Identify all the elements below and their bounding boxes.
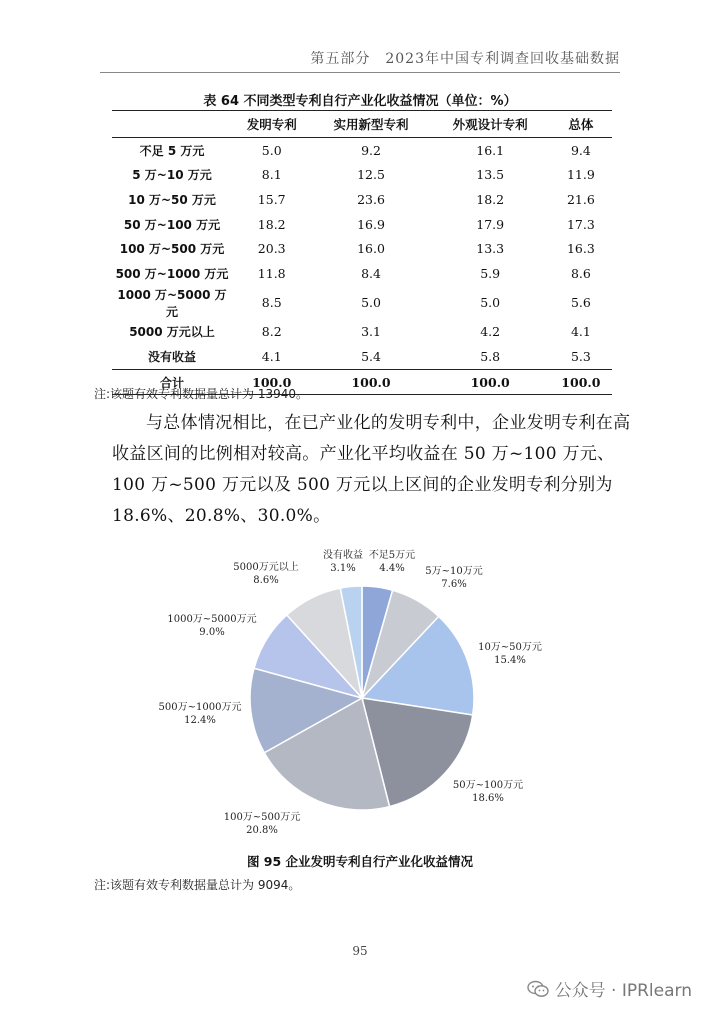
table-cell: 100.0 <box>431 369 550 395</box>
table-cell: 5.0 <box>261 142 282 158</box>
table-note: 注:该题有效专利数据量总计为 13940。 <box>94 387 309 401</box>
table-cell: 11.8 <box>257 265 286 281</box>
row-label: 合计 <box>112 369 232 395</box>
table-cell: 5.8 <box>480 348 501 364</box>
table-cell: 100.0 <box>550 369 612 395</box>
header-divider <box>100 72 620 73</box>
table-cell: 5.6 <box>570 295 591 311</box>
slice-value-label: 18.6% <box>472 793 504 804</box>
table-header-row <box>112 111 612 138</box>
table-cell: 5.9 <box>480 265 501 281</box>
table-cell: 4.1 <box>261 348 282 364</box>
table-cell: 20.3 <box>257 241 286 257</box>
row-label: 1000 万~5000 万元 <box>117 287 227 319</box>
running-header: 第五部分 2023年中国专利调查回收基础数据 <box>310 51 620 67</box>
chart-note: 注:该题有效专利数据量总计为 9094。 <box>94 878 301 892</box>
watermark <box>527 976 692 1001</box>
table-row <box>112 286 612 320</box>
table-cell: 18.2 <box>476 191 505 207</box>
table-cell: 13.3 <box>476 241 505 257</box>
figure-caption: 图 95 企业发明专利自行产业化收益情况 <box>246 854 474 869</box>
table-row <box>112 212 612 237</box>
pie-chart <box>150 540 570 840</box>
table-cell: 17.9 <box>476 216 505 232</box>
row-label: 没有收益 <box>147 349 196 364</box>
table-title: 表 64 不同类型专利自行产业化收益情况（单位：%） <box>203 94 517 109</box>
table-cell: 4.1 <box>570 324 591 340</box>
table-cell: 100.0 <box>311 369 430 395</box>
slice-name-label: 不足5万元 <box>368 550 416 561</box>
table-cell: 8.6 <box>570 265 591 281</box>
table-cell: 11.9 <box>566 167 595 183</box>
column-header: 外观设计专利 <box>431 111 550 138</box>
table-cell: 9.4 <box>570 142 591 158</box>
row-label: 50 万~100 万元 <box>123 217 221 232</box>
table-cell: 18.2 <box>257 216 286 232</box>
table-cell: 16.3 <box>566 241 595 257</box>
slice-value-label: 12.4% <box>184 715 216 726</box>
table-cell: 4.2 <box>480 324 501 340</box>
table-cell: 9.2 <box>361 142 381 158</box>
table-cell: 5.0 <box>361 295 381 311</box>
column-header: 总体 <box>550 111 612 138</box>
table-cell: 16.0 <box>357 241 385 257</box>
column-header: 实用新型专利 <box>311 111 430 138</box>
row-label: 10 万~50 万元 <box>128 192 216 207</box>
slice-name-label: 没有收益 <box>323 550 363 561</box>
slice-value-label: 4.4% <box>379 563 405 574</box>
table-row <box>112 138 612 163</box>
table-row <box>112 320 612 345</box>
table-cell: 8.4 <box>361 265 381 281</box>
row-label: 不足 5 万元 <box>139 143 205 158</box>
slice-value-label: 15.4% <box>494 655 526 666</box>
table-cell: 3.1 <box>361 324 381 340</box>
table-cell: 100.0 <box>232 369 311 395</box>
table-cell: 23.6 <box>357 191 385 207</box>
row-label: 5000 万元以上 <box>129 325 215 340</box>
table-row <box>112 344 612 369</box>
table-cell: 12.5 <box>357 167 385 183</box>
slice-value-label: 20.8% <box>246 825 278 836</box>
row-label: 500 万~1000 万元 <box>115 266 229 281</box>
table-cell: 15.7 <box>257 191 286 207</box>
watermark-text: 公众号 · IPRlearn <box>554 981 692 1001</box>
table-cell: 13.5 <box>476 167 505 183</box>
page-number: 95 <box>352 944 368 958</box>
table-cell: 21.6 <box>566 191 595 207</box>
table-cell: 16.1 <box>476 142 505 158</box>
table-cell: 5.4 <box>361 348 381 364</box>
wechat-icon <box>527 980 549 998</box>
slice-value-label: 9.0% <box>199 627 225 638</box>
table-row <box>112 236 612 261</box>
slice-value-label: 7.6% <box>441 579 467 590</box>
row-label: 5 万~10 万元 <box>132 168 212 183</box>
table-cell: 8.1 <box>261 167 282 183</box>
slice-name-label: 5000万元以上 <box>233 562 299 573</box>
data-table <box>112 110 612 395</box>
table-row <box>112 261 612 286</box>
slice-value-label: 8.6% <box>253 575 279 586</box>
slice-value-label: 3.1% <box>330 563 356 574</box>
slice-name-label: 100万~500万元 <box>223 812 301 823</box>
slice-name-label: 500万~1000万元 <box>158 702 242 713</box>
table-row <box>112 163 612 188</box>
table-cell: 8.2 <box>261 324 282 340</box>
slice-name-label: 10万~50万元 <box>478 642 542 653</box>
table-cell: 5.3 <box>570 348 591 364</box>
column-header <box>112 111 232 138</box>
table-cell: 8.5 <box>261 295 282 311</box>
table-cell: 16.9 <box>357 216 385 232</box>
table-cell: 5.0 <box>480 295 501 311</box>
column-header: 发明专利 <box>232 111 311 138</box>
body-paragraph: 与总体情况相比，在已产业化的发明专利中，企业发明专利在高收益区间的比例相对较高。产业化平均收益在 50 万~100 万元、100 万~500 万元以及 500 万元以上区间的企业发明专利分别为 18.6%、20.8%、30.0%。 <box>112 413 631 526</box>
slice-name-label: 1000万~5000万元 <box>167 614 257 625</box>
table-row <box>112 187 612 212</box>
slice-name-label: 5万~10万元 <box>425 566 483 577</box>
slice-name-label: 50万~100万元 <box>452 780 524 791</box>
row-label: 100 万~500 万元 <box>119 242 225 257</box>
table-cell: 17.3 <box>566 216 595 232</box>
